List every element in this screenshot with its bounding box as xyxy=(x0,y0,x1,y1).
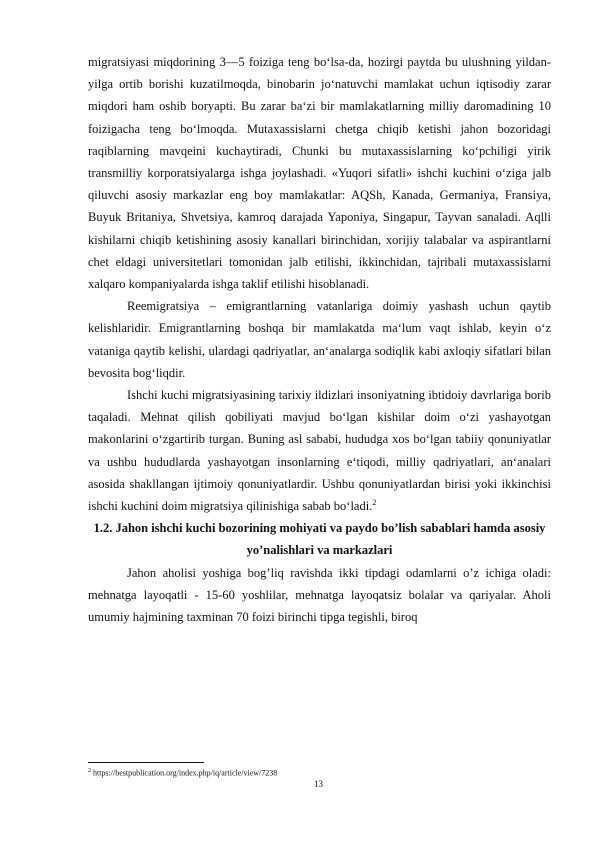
paragraph-population-types: Jahon aholisi yoshiga bog’liq ravishda ikki tipdagi odamlarni o’z ichiga oladi: mehnatga layoqatli - 15-60 yoshlilar, mehnatga layoqatsiz bolalar va qariyalar. Aholi umumiy hajmining taxminan 70 foizi birinchi tipga tegishli, biroq xyxy=(88,565,551,625)
page-number: 13 xyxy=(314,779,323,789)
paragraph-historical-roots-text: Ishchi kuchi migratsiyasining tarixiy ildizlari insoniyatning ibtidoiy davrlariga borib taqaladi. Mehnat qilish qobiliyati mavjud bo‘lgan kishilar doim o‘zi yashayotgan makonlarini o‘zgartirib turgan. Buning asl sababi, hududga xos bo‘lgan tabiiy qonuniyatlar va ushbu hududlarda yashayotgan insonlarning e‘tiqodi, milliy qadriyatlari, an‘analari asosida shakllangan ijtimoiy qonuniyatlardir. Ushbu qonuniyatlardan birisi yoki ikkinchisi ishchi kuchini doim migratsiya qilinishiga sabab bo‘ladi. xyxy=(88,388,551,514)
footnote-divider xyxy=(88,762,204,763)
footnote-number: 2 xyxy=(88,768,91,774)
body-text xyxy=(88,51,551,628)
footnote xyxy=(88,766,551,779)
footnote-reference: 2 xyxy=(372,497,377,507)
paragraph-brain-drain: migratsiyasi miqdorining 3—5 foiziga teng bo‘lsa-da, hozirgi paytda bu ulushning yildan-yilga ortib borishi kuzatilmoqda, binobarin jo‘natuvchi mamlakat uchun iqtisodiy zarar miqdori ham oshib boryapti. Bu zarar ba‘zi bir mamlakatlarning milliy daromadining 10 foizigacha teng bo‘lmoqda. Mutaxassislarni chetga chiqib ketishi jahon bozoridagi raqiblarning mavqeini kuchaytiradi, Chunki bu mutaxassislarning ko‘pchiligi yirik transmilliy korporatsiyalarga ishga joylashadi. «Yuqori sifatli» ishchi kuchini o‘ziga jalb qiluvchi asosiy markazlar eng boy mamlakatlar: AQSh, Kanada, Germaniya, Fransiya, Buyuk Britaniya, Shvetsiya, kamroq darajada Yaponiya, Singapur, Tayvan sanaladi. Aqlli kishilarni chiqib ketishining asosiy kanallari birinchidan, xorijiy talabalar va aspirantlarni chet eldagi universitetlari tomonidan jalb etilishi, ikkinchidan, tajribali mutaxassislarni xalqaro kompaniyalarda ishga taklif etilishi hisoblanadi. xyxy=(88,55,551,292)
section-heading: 1.2. Jahon ishchi kuchi bozorining mohiyati va paydo bo’lish sabablari hamda asosiy yo’nalishlari va markazlari xyxy=(93,521,546,558)
footnote-link[interactable]: https://bestpublication.org/index.php/iq/article/view/7238 xyxy=(93,768,278,778)
paragraph-historical-roots xyxy=(88,384,551,517)
paragraph-reemigration: Reemigratsiya – emigrantlarning vatanlariga doimiy yashash uchun qaytib kelishlaridir. Emigrantlarning boshqa bir mamlakatda ma‘lum vaqt ishlab, keyin o‘z vataniga qaytib kelishi, ulardagi qadriyatlar, an‘analarga sodiqlik kabi axloqiy sifatlari bilan bevosita bog‘liqdir. xyxy=(88,299,551,380)
